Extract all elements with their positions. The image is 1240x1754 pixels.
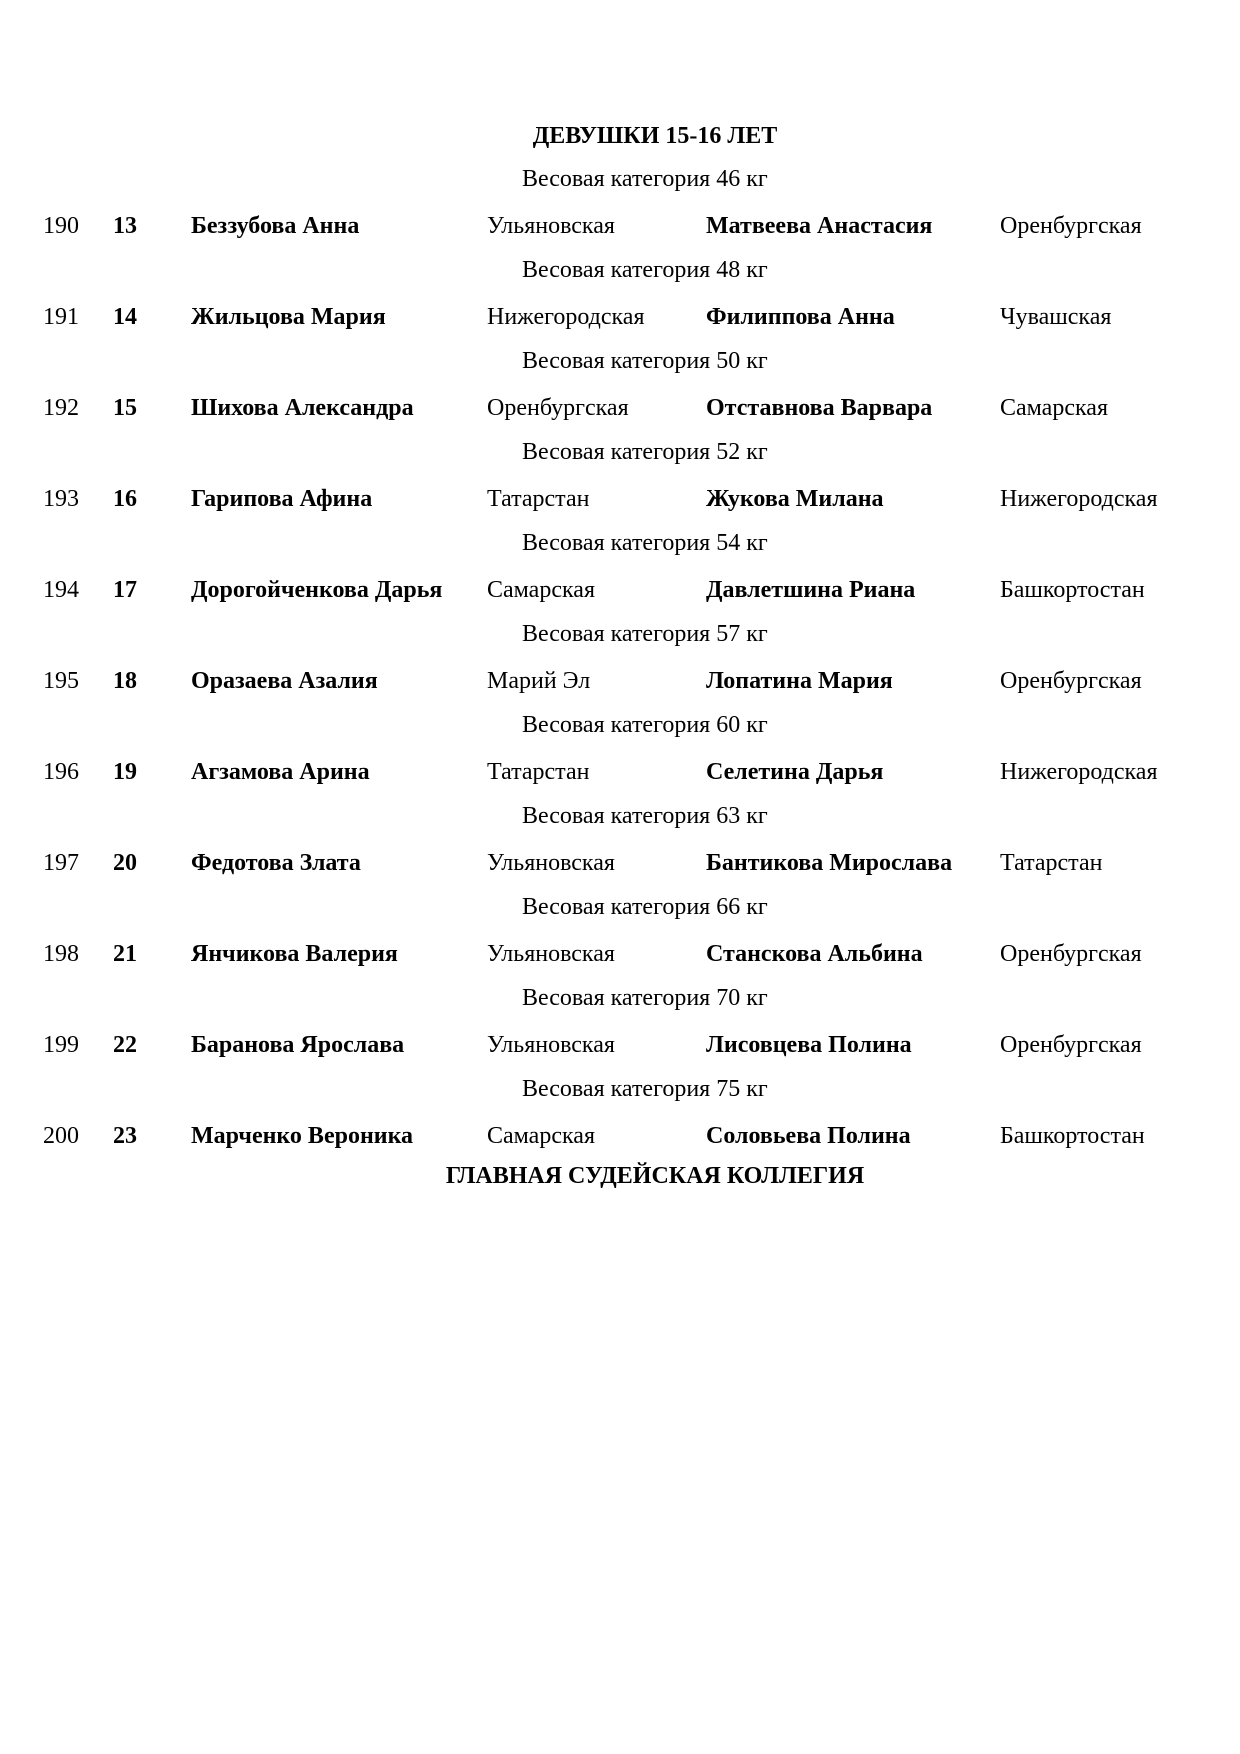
weight-category: Весовая категория 46 кг	[522, 166, 768, 192]
red-athlete-name: Агзамова Арина	[191, 759, 370, 785]
pair-number: 18	[113, 668, 137, 694]
blue-athlete-region: Оренбургская	[1000, 668, 1142, 694]
red-athlete-name: Федотова Злата	[191, 850, 361, 876]
red-athlete-name: Гарипова Афина	[191, 486, 373, 512]
bout-row	[0, 666, 1240, 696]
blue-athlete-name: Лисовцева Полина	[706, 1032, 912, 1058]
blue-athlete-name: Матвеева Анастасия	[706, 213, 933, 239]
red-athlete-region: Ульяновская	[487, 850, 615, 876]
blue-athlete-name: Отставнова Варвара	[706, 395, 933, 421]
blue-athlete-region: Башкортостан	[1000, 577, 1145, 603]
red-athlete-name: Шихова Александра	[191, 395, 414, 421]
weight-category: Весовая категория 52 кг	[522, 439, 768, 465]
blue-athlete-name: Бантикова Мирослава	[706, 850, 953, 876]
bout-row	[0, 1030, 1240, 1060]
weight-group	[0, 164, 1240, 255]
bout-number: 198	[43, 941, 79, 967]
red-athlete-region: Самарская	[487, 1123, 595, 1149]
blue-athlete-name: Лопатина Мария	[706, 668, 893, 694]
weight-category: Весовая категория 60 кг	[522, 712, 768, 738]
bout-row	[0, 484, 1240, 514]
pair-number: 20	[113, 850, 137, 876]
blue-athlete-region: Оренбургская	[1000, 1032, 1142, 1058]
weight-category: Весовая категория 48 кг	[522, 257, 768, 283]
bout-row	[0, 939, 1240, 969]
weight-group	[0, 801, 1240, 892]
weight-group	[0, 983, 1240, 1074]
bout-row	[0, 211, 1240, 241]
bout-row	[0, 302, 1240, 332]
blue-athlete-name: Филиппова Анна	[706, 304, 895, 330]
weight-category: Весовая категория 75 кг	[522, 1076, 768, 1102]
weight-group	[0, 710, 1240, 801]
blue-athlete-region: Татарстан	[1000, 850, 1103, 876]
blue-athlete-name: Станскова Альбина	[706, 941, 923, 967]
blue-athlete-name: Селетина Дарья	[706, 759, 884, 785]
red-athlete-region: Татарстан	[487, 759, 590, 785]
blue-athlete-region: Самарская	[1000, 395, 1108, 421]
red-athlete-region: Марий Эл	[487, 668, 591, 694]
blue-athlete-region: Нижегородская	[1000, 486, 1158, 512]
blue-athlete-region: Башкортостан	[1000, 1123, 1145, 1149]
blue-athlete-region: Нижегородская	[1000, 759, 1158, 785]
weight-category: Весовая категория 70 кг	[522, 985, 768, 1011]
blue-athlete-region: Чувашская	[1000, 304, 1112, 330]
pair-number: 13	[113, 213, 137, 239]
pair-number: 17	[113, 577, 137, 603]
pair-number: 19	[113, 759, 137, 785]
blue-athlete-name: Соловьева Полина	[706, 1123, 911, 1149]
red-athlete-region: Нижегородская	[487, 304, 645, 330]
bout-row	[0, 393, 1240, 423]
weight-category: Весовая категория 63 кг	[522, 803, 768, 829]
bouts-list	[0, 164, 1240, 1165]
weight-group	[0, 255, 1240, 346]
red-athlete-name: Марченко Вероника	[191, 1123, 414, 1149]
pair-number: 23	[113, 1123, 137, 1149]
red-athlete-region: Оренбургская	[487, 395, 629, 421]
red-athlete-region: Ульяновская	[487, 213, 615, 239]
pair-number: 21	[113, 941, 137, 967]
bout-row	[0, 848, 1240, 878]
blue-athlete-name: Жукова Милана	[706, 486, 884, 512]
red-athlete-name: Баранова Ярослава	[191, 1032, 405, 1058]
red-athlete-region: Ульяновская	[487, 941, 615, 967]
weight-category: Весовая категория 66 кг	[522, 894, 768, 920]
pair-number: 16	[113, 486, 137, 512]
bout-number: 200	[43, 1123, 79, 1149]
red-athlete-name: Дорогойченкова Дарья	[191, 577, 443, 603]
weight-category: Весовая категория 50 кг	[522, 348, 768, 374]
red-athlete-name: Янчикова Валерия	[191, 941, 398, 967]
weight-category: Весовая категория 54 кг	[522, 530, 768, 556]
weight-group	[0, 346, 1240, 437]
bout-number: 194	[43, 577, 79, 603]
bout-number: 190	[43, 213, 79, 239]
red-athlete-name: Жильцова Мария	[191, 304, 386, 330]
red-athlete-name: Оразаева Азалия	[191, 668, 378, 694]
section-title: ДЕВУШКИ 15-16 ЛЕТ	[532, 123, 778, 149]
bout-number: 196	[43, 759, 79, 785]
red-athlete-region: Ульяновская	[487, 1032, 615, 1058]
bout-number: 191	[43, 304, 79, 330]
bout-number: 193	[43, 486, 79, 512]
bout-number: 197	[43, 850, 79, 876]
bout-row	[0, 575, 1240, 605]
weight-group	[0, 619, 1240, 710]
pair-number: 14	[113, 304, 137, 330]
pair-number: 22	[113, 1032, 137, 1058]
red-athlete-name: Беззубова Анна	[191, 213, 360, 239]
weight-group	[0, 892, 1240, 983]
bout-row	[0, 1121, 1240, 1151]
pair-number: 15	[113, 395, 137, 421]
blue-athlete-region: Оренбургская	[1000, 213, 1142, 239]
bout-number: 199	[43, 1032, 79, 1058]
footer-title: ГЛАВНАЯ СУДЕЙСКАЯ КОЛЛЕГИЯ	[445, 1163, 865, 1189]
weight-group	[0, 528, 1240, 619]
blue-athlete-name: Давлетшина Риана	[706, 577, 916, 603]
bout-row	[0, 757, 1240, 787]
bout-number: 192	[43, 395, 79, 421]
weight-category: Весовая категория 57 кг	[522, 621, 768, 647]
blue-athlete-region: Оренбургская	[1000, 941, 1142, 967]
weight-group	[0, 437, 1240, 528]
bout-number: 195	[43, 668, 79, 694]
red-athlete-region: Самарская	[487, 577, 595, 603]
red-athlete-region: Татарстан	[487, 486, 590, 512]
weight-group	[0, 1074, 1240, 1165]
